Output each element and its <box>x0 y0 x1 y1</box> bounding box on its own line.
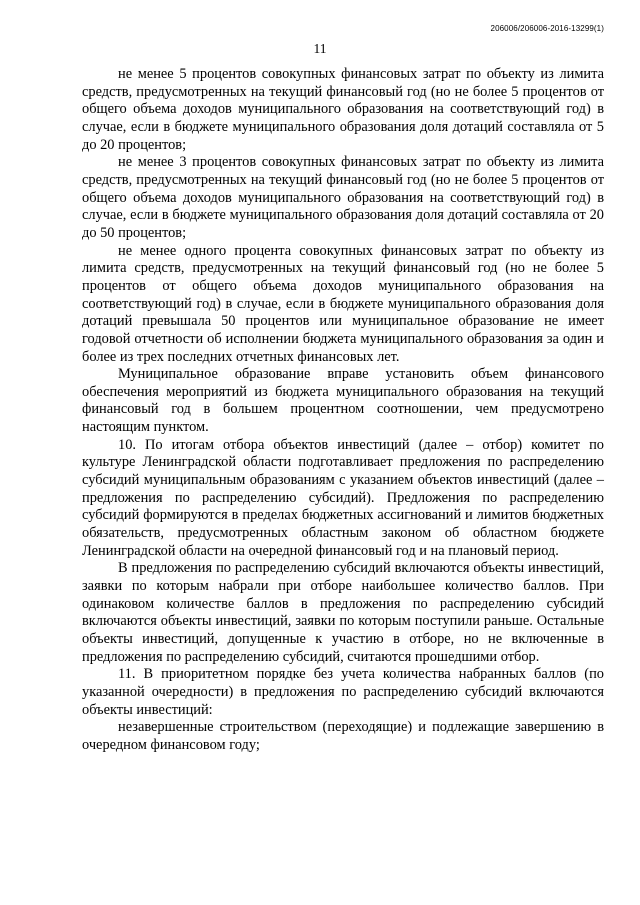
paragraph: не менее 5 процентов совокупных финансовых затрат по объекту из лимита средств, предусмотренных на текущий финансовый год (но не более 5 процентов от общего объема доходов муниципального образования на соответствующий год) в случае, если в бюджете муниципального образования доля дотаций составляла от 5 до 20 процентов; <box>82 66 604 153</box>
paragraph: 11. В приоритетном порядке без учета количества набранных баллов (по указанной очередности) в предложения по распределению субсидий включаются объекты инвестиций: <box>82 666 604 718</box>
paragraph: не менее одного процента совокупных финансовых затрат по объекту из лимита средств, предусмотренных на текущий финансовый год (но не более 5 процентов от общего объема доходов муниципального образования на соответствующий год) в случае, если в бюджете муниципального образования доля дотаций превышала 50 процентов или муниципальное образование не имеет годовой отчетности об исполнении бюджета муниципального образования за один и более из трех последних отчетных финансовых лет. <box>82 242 604 365</box>
paragraph: незавершенные строительством (переходящие) и подлежащие завершению в очередном финансовом году; <box>82 719 604 753</box>
document-id: 206006/206006-2016-13299(1) <box>490 24 604 33</box>
document-body <box>82 66 604 755</box>
paragraph: 10. По итогам отбора объектов инвестиций (далее – отбор) комитет по культуре Ленинградской области подготавливает предложения по распределению субсидий муниципальным образованиям с указанием объектов инвестиций (далее – предложения по распределению субсидий). Предложения по распределению субсидий формируются в пределах бюджетных ассигнований и лимитов бюджетных обязательств, предусмотренных областным законом об областном бюджете Ленинградской области на очередной финансовый год и на плановый период. <box>82 436 604 559</box>
paragraph: не менее 3 процентов совокупных финансовых затрат по объекту из лимита средств, предусмотренных на текущий финансовый год (но не более 5 процентов от общего объема доходов муниципального образования на соответствующий год) в случае, если в бюджете муниципального образования доля дотаций составляла от 20 до 50 процентов; <box>82 154 604 241</box>
page-number: 11 <box>313 41 327 56</box>
paragraph: В предложения по распределению субсидий включаются объекты инвестиций, заявки по которым набрали при отборе наибольшее количество баллов. При одинаковом количестве баллов в предложения по распределению субсидий включаются объекты инвестиций, заявки по которым поступили раньше. Остальные объекты инвестиций, допущенные к участию в отборе, но не включенные в предложения по распределению субсидий, считаются прошедшими отбор. <box>82 560 604 665</box>
paragraph: Муниципальное образование вправе установить объем финансового обеспечения мероприятий из бюджета муниципального образования на текущий финансовый год в большем процентном соотношении, чем предусмотрено настоящим пунктом. <box>82 366 604 436</box>
